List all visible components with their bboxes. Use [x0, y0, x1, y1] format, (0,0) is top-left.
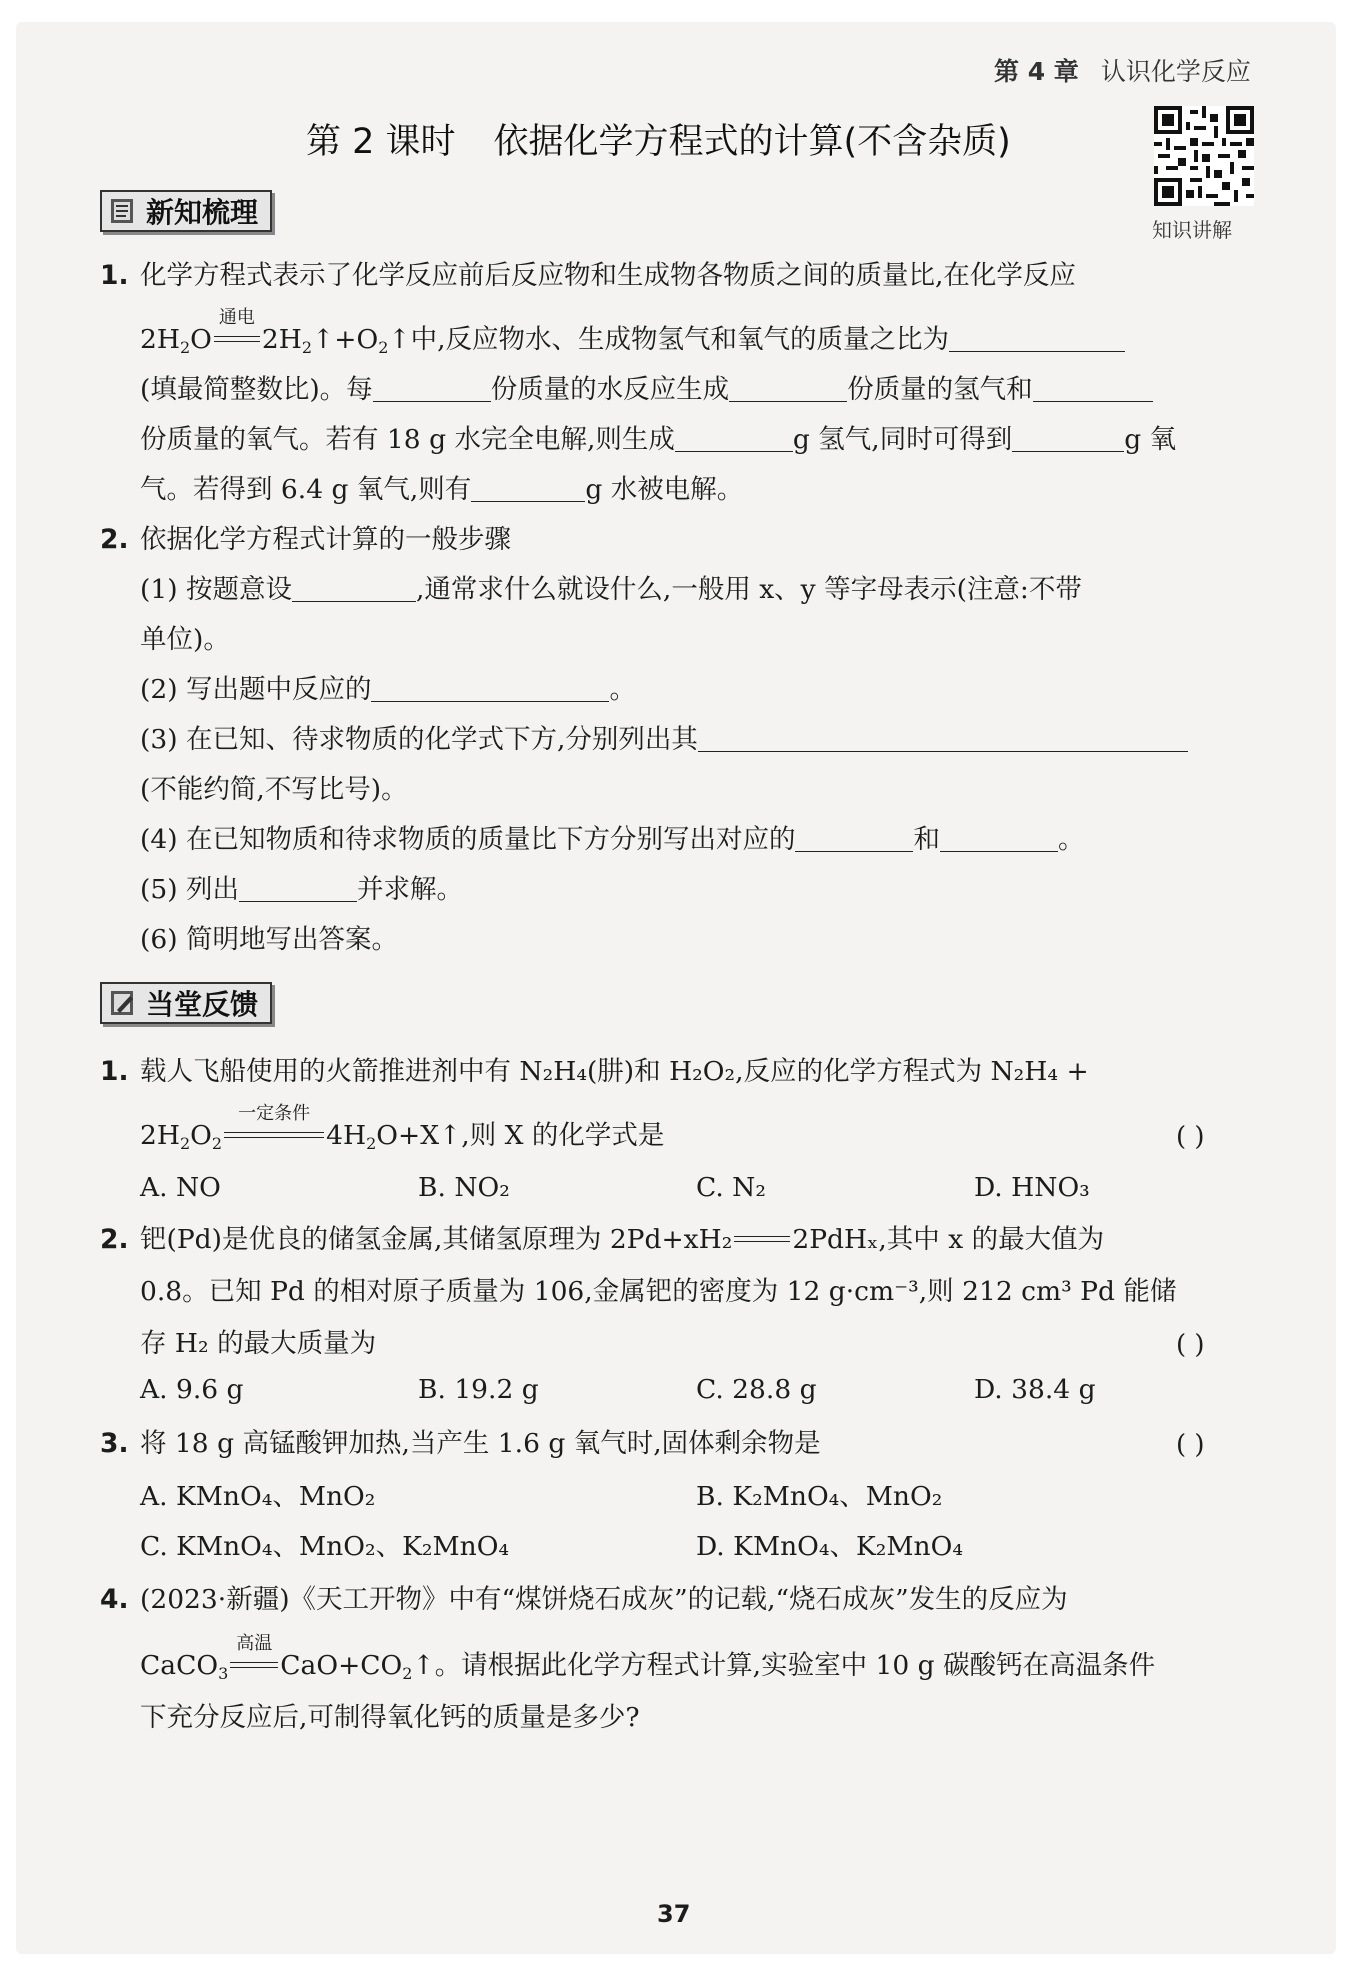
answer-blank[interactable]	[795, 821, 913, 852]
lesson-number: 第 2 课时	[306, 122, 456, 162]
feedback-q3-line1	[100, 1424, 821, 1464]
step-1-b: ,通常求什么就设什么,一般用 x、y 等字母表示(注意:不带	[415, 574, 1082, 605]
knowledge-q1-line3-a: (填最简整数比)。每	[140, 374, 373, 405]
equation-condition: 一定条件	[224, 1116, 324, 1156]
feedback-q4-text: (2023·新疆)《天工开物》中有“煤饼烧石成灰”的记载,“烧石成灰”发生的反应为	[140, 1584, 1068, 1615]
step-1-a: (1) 按题意设	[140, 574, 292, 605]
knowledge-q1-line2-text: 中,反应物水、生成物氢气和氧气的质量之比为	[410, 324, 950, 355]
step-1	[140, 570, 1082, 610]
option-c[interactable]: C. 28.8 g	[696, 1374, 817, 1405]
answer-blank[interactable]	[471, 471, 585, 502]
option-a[interactable]: A. 9.6 g	[140, 1374, 244, 1405]
answer-paren[interactable]: ( )	[1176, 1330, 1205, 1360]
answer-blank[interactable]	[1033, 371, 1153, 402]
feedback-q2-text-b: 2PdHₓ,其中 x 的最大值为	[792, 1224, 1105, 1255]
step-3-a: (3) 在已知、待求物质的化学式下方,分别列出其	[140, 724, 698, 755]
knowledge-q1-line3-c: 份质量的氢气和	[847, 374, 1033, 405]
step-4-b: 和	[913, 824, 940, 855]
feedback-q1-line2-text: ,则 X 的化学式是	[461, 1120, 665, 1151]
chapter-header	[994, 52, 1251, 88]
feedback-q1-number: 1.	[100, 1056, 129, 1087]
notebook-icon	[108, 196, 138, 226]
step-2-a: (2) 写出题中反应的	[140, 674, 372, 705]
knowledge-q2-title	[100, 520, 511, 560]
chapter-title: 认识化学反应	[1100, 57, 1251, 86]
option-a[interactable]: A. NO	[140, 1172, 221, 1203]
feedback-q2-text-a: 钯(Pd)是优良的储氢金属,其储氢原理为 2Pd+xH₂	[140, 1224, 733, 1255]
knowledge-q1-line4	[140, 420, 1176, 460]
answer-blank[interactable]	[675, 421, 793, 452]
knowledge-q1-line5-b: g 水被电解。	[585, 474, 744, 505]
answer-blank[interactable]	[1012, 421, 1124, 452]
knowledge-q1-line4-b: g 氢气,同时可得到	[792, 424, 1013, 455]
answer-blank[interactable]	[698, 721, 1188, 752]
knowledge-q1-line4-a: 份质量的氧气。若有 18 g 水完全电解,则生成	[140, 424, 675, 455]
step-2-b: 。	[609, 674, 636, 705]
feedback-q4-line2: CaCO$_3$ 高温 $CaO+CO_2↑$。请根据此化学方程式计算,实验室中 10 g 碳酸钙在高温条件	[140, 1646, 1155, 1694]
step-5-a: (5) 列出	[140, 874, 239, 905]
feedback-q2-line1	[100, 1220, 1104, 1260]
qr-caption: 知识讲解	[1152, 218, 1232, 242]
knowledge-q1-line3-b: 份质量的水反应生成	[490, 374, 730, 405]
option-d[interactable]: D. HNO₃	[974, 1172, 1090, 1203]
page-number: 37	[657, 1900, 691, 1928]
section-new-knowledge	[100, 190, 272, 232]
feedback-q1-text: 载人飞船使用的火箭推进剂中有 N₂H₄(肼)和 H₂O₂,反应的化学方程式为 N₂H₄ +	[140, 1056, 1089, 1087]
option-c[interactable]: C. N₂	[696, 1172, 766, 1203]
knowledge-q1-line4-c: g 氧	[1124, 424, 1177, 455]
step-4-a: (4) 在已知物质和待求物质的质量比下方分别写出对应的	[140, 824, 796, 855]
feedback-q2-number: 2.	[100, 1224, 129, 1255]
step-4	[140, 820, 1084, 860]
knowledge-q1-line2: $2H_2O$ 通电 $2H_2↑+O_2↑$中,反应物水、生成物氢气和氧气的质量之比为	[140, 320, 1125, 368]
equation-condition: 高温	[230, 1646, 278, 1686]
knowledge-q1-text: 化学方程式表示了化学反应前后反应物和生成物各物质之间的质量比,在化学反应	[140, 260, 1076, 291]
equation-condition: 通电	[214, 320, 260, 360]
answer-blank[interactable]	[239, 871, 357, 902]
feedback-q3-text: 将 18 g 高锰酸钾加热,当产生 1.6 g 氧气时,固体剩余物是	[140, 1428, 821, 1459]
lesson-title	[306, 114, 1011, 164]
pencil-note-icon	[108, 988, 138, 1018]
qr-code-icon[interactable]	[1154, 106, 1254, 206]
feedback-q3-number: 3.	[100, 1428, 129, 1459]
step-1-cont: 单位)。	[140, 624, 230, 655]
feedback-q2-line3: 存 H₂ 的最大质量为	[140, 1328, 377, 1359]
section-feedback-label: 当堂反馈	[146, 988, 259, 1021]
chapter-number: 第 4 章	[994, 57, 1079, 86]
option-b[interactable]: B. K₂MnO₄、MnO₂	[696, 1481, 943, 1512]
feedback-q4-line2-text: 。请根据此化学方程式计算,实验室中 10 g 碳酸钙在高温条件	[434, 1650, 1156, 1681]
option-d[interactable]: D. 38.4 g	[974, 1374, 1096, 1405]
step-3	[140, 720, 1188, 760]
section-feedback	[100, 982, 272, 1024]
lesson-topic: 依据化学方程式的计算(不含杂质)	[493, 122, 1011, 162]
answer-paren[interactable]: ( )	[1176, 1430, 1205, 1460]
step-6: (6) 简明地写出答案。	[140, 924, 398, 955]
feedback-q4-number: 4.	[100, 1584, 129, 1615]
option-a[interactable]: A. KMnO₄、MnO₂	[140, 1481, 376, 1512]
step-5	[140, 870, 463, 910]
step-5-b: 并求解。	[356, 874, 463, 905]
equation-equals	[734, 1220, 790, 1260]
feedback-q4-line3: 下充分反应后,可制得氧化钙的质量是多少?	[140, 1702, 640, 1733]
answer-blank[interactable]	[729, 371, 847, 402]
feedback-q2-line2: 0.8。已知 Pd 的相对原子质量为 106,金属钯的密度为 12 g·cm⁻³,则 212 cm³ Pd 能储	[140, 1276, 1177, 1307]
feedback-q4-line1	[100, 1580, 1068, 1620]
step-3-cont: (不能约简,不写比号)。	[140, 774, 408, 805]
knowledge-q1-line1	[100, 256, 1076, 296]
knowledge-q1-number: 1.	[100, 260, 129, 291]
section-new-knowledge-label: 新知梳理	[146, 196, 259, 229]
feedback-q1-line1	[100, 1052, 1089, 1092]
step-4-c: 。	[1057, 824, 1085, 855]
knowledge-q2-number: 2.	[100, 524, 129, 555]
option-c[interactable]: C. KMnO₄、MnO₂、K₂MnO₄	[140, 1531, 510, 1562]
answer-blank[interactable]	[949, 321, 1125, 352]
answer-paren[interactable]: ( )	[1176, 1122, 1205, 1152]
option-b[interactable]: B. 19.2 g	[418, 1374, 539, 1405]
answer-blank[interactable]	[292, 571, 416, 602]
option-d[interactable]: D. KMnO₄、K₂MnO₄	[696, 1531, 963, 1562]
answer-blank[interactable]	[371, 671, 609, 702]
step-2	[140, 670, 636, 710]
knowledge-q1-line3	[140, 370, 1153, 410]
option-b[interactable]: B. NO₂	[418, 1172, 510, 1203]
knowledge-q2-text: 依据化学方程式计算的一般步骤	[140, 524, 511, 555]
answer-blank[interactable]	[373, 371, 491, 402]
knowledge-q1-line5	[140, 470, 743, 510]
feedback-q1-line2: $2H_2O_2$ 一定条件 $4H_2O+X↑$,则 X 的化学式是	[140, 1116, 664, 1164]
answer-blank[interactable]	[940, 821, 1058, 852]
knowledge-q1-line5-a: 气。若得到 6.4 g 氧气,则有	[140, 474, 472, 505]
